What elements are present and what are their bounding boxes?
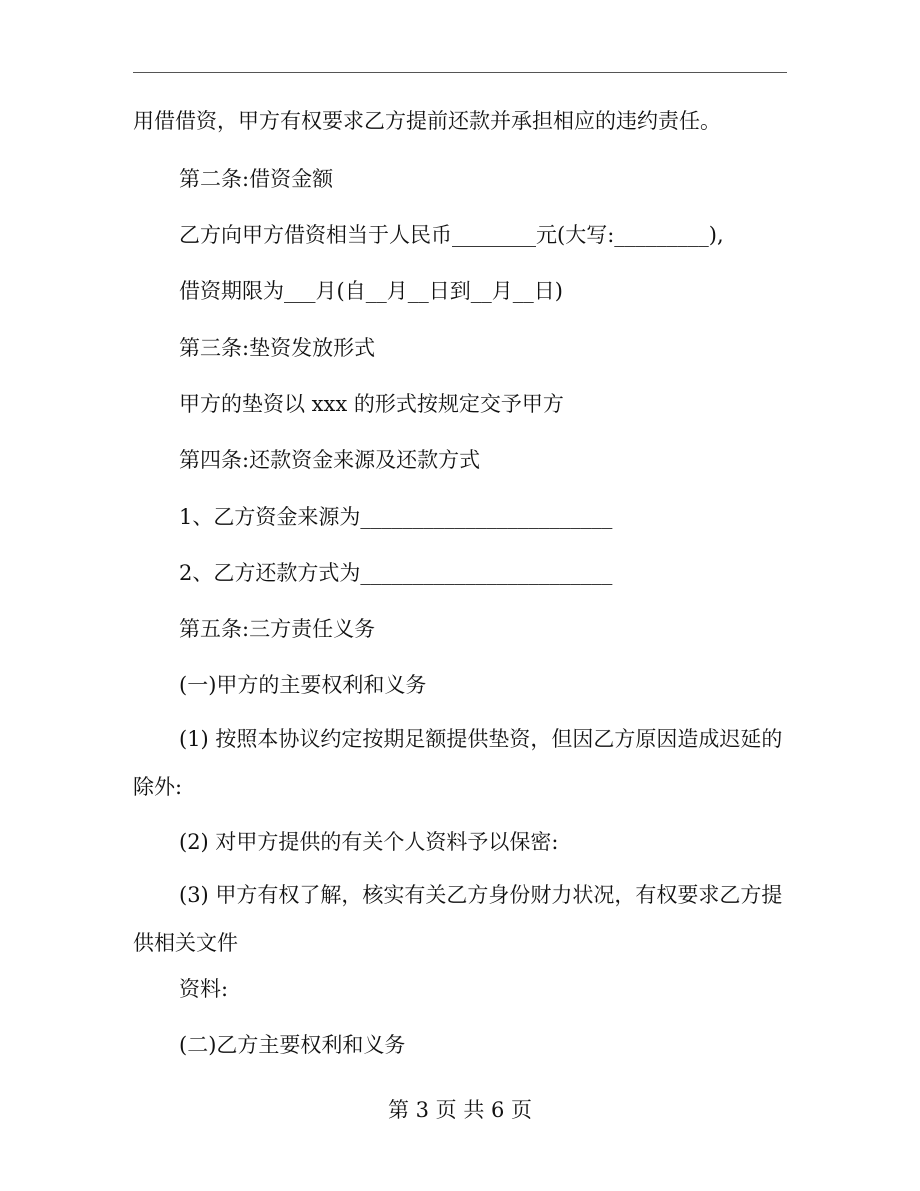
duty-item-2: (2) 对甲方提供的有关个人资料予以保密: <box>179 830 559 854</box>
party-b-duties-heading: (二)乙方主要权利和义务 <box>179 1033 406 1057</box>
paragraph-continuation: 用借借资，甲方有权要求乙方提前还款并承担相应的违约责任。 <box>133 109 721 133</box>
party-a-duties-heading: (一)甲方的主要权利和义务 <box>179 673 427 697</box>
loan-term-line: 借资期限为___月(自__月__日到__月__日) <box>179 279 563 303</box>
fund-source-line: 1、乙方资金来源为________________________ <box>179 505 613 529</box>
article-3-heading: 第三条:垫资发放形式 <box>179 336 376 360</box>
repayment-method-line: 2、乙方还款方式为________________________ <box>179 561 613 585</box>
disbursement-line: 甲方的垫资以 xxx 的形式按规定交予甲方 <box>179 392 564 416</box>
article-4-heading: 第四条:还款资金来源及还款方式 <box>179 448 481 472</box>
page-number-footer: 第 3 页 共 6 页 <box>387 1098 533 1122</box>
loan-amount-line: 乙方向甲方借资相当于人民币________元(大写:_________), <box>179 223 724 247</box>
duty-item-1: (1) 按照本协议约定按期足额提供垫资，但因乙方原因造成迟延的除外: <box>133 727 783 799</box>
article-5-heading: 第五条:三方责任义务 <box>179 617 376 641</box>
duty-item-3: (3) 甲方有权了解，核实有关乙方身份财力状况，有权要求乙方提供相关文件 <box>133 883 783 955</box>
duty-item-3-continuation: 资料: <box>179 977 229 1001</box>
article-2-heading: 第二条:借资金额 <box>179 167 334 191</box>
